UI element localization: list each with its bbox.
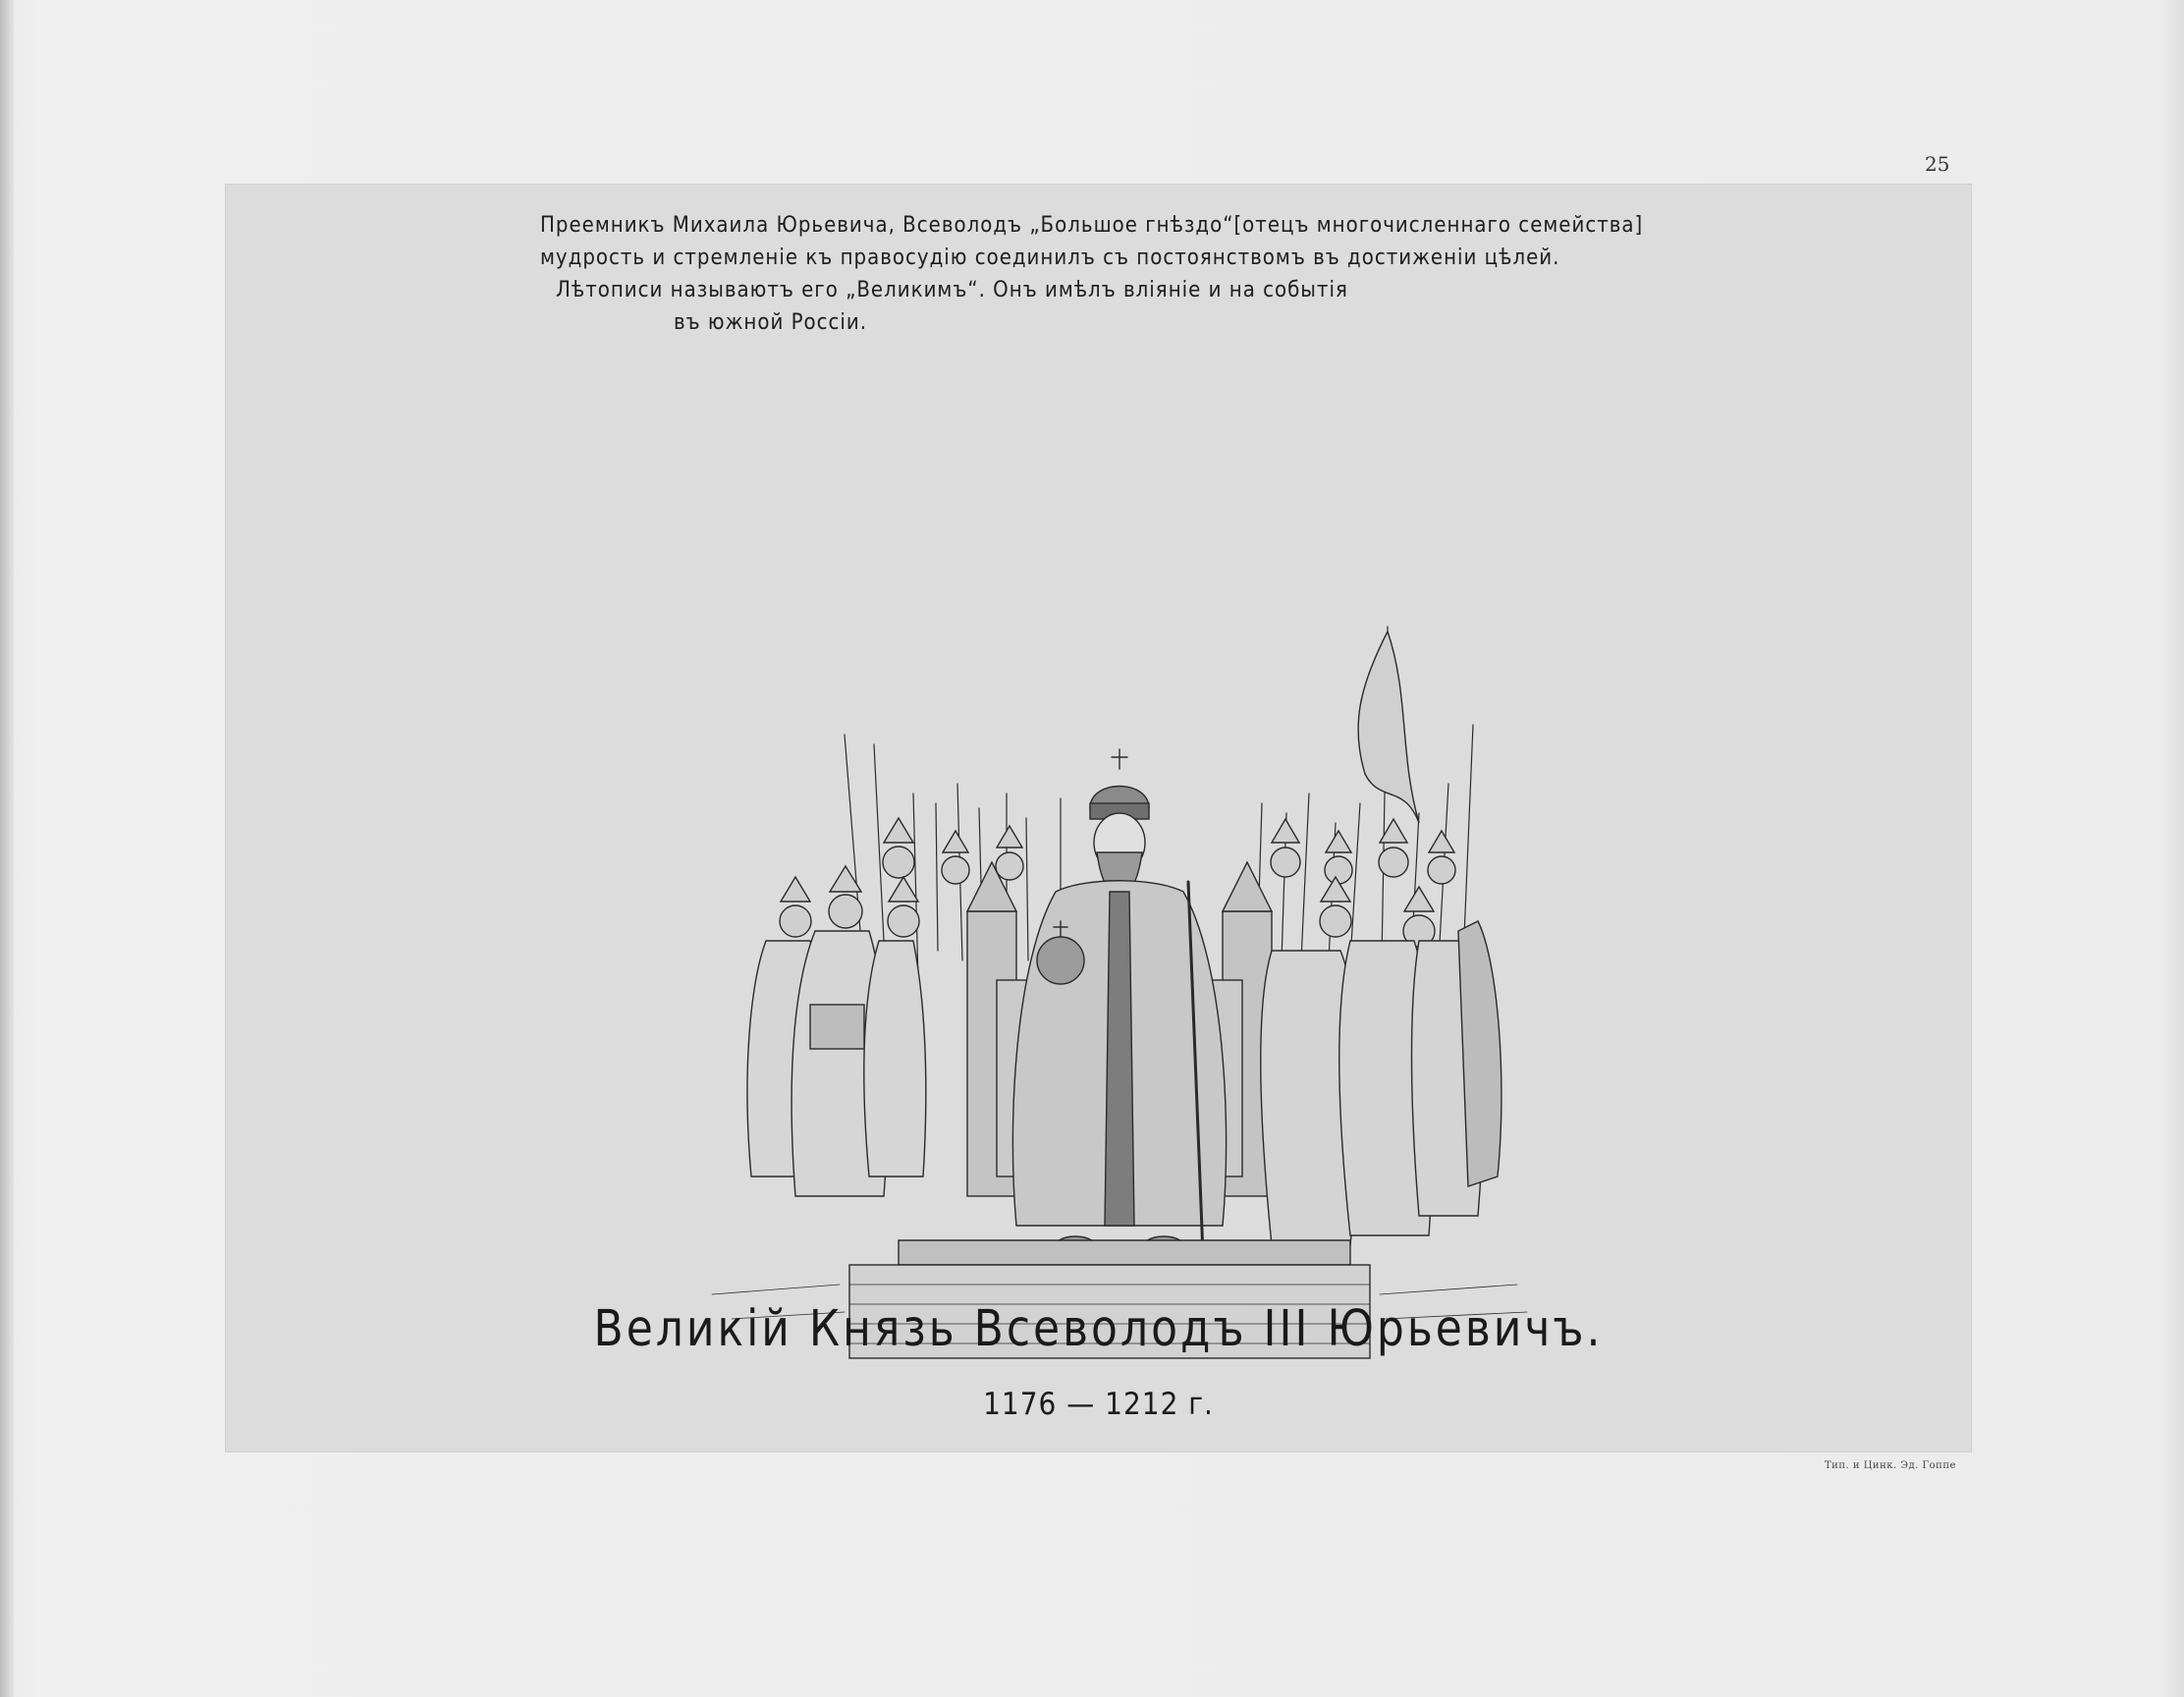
- plate-title: Великій Князь Всеволодъ III Юрьевичъ.: [593, 1300, 1604, 1358]
- engraving-grand-prince-on-throne: [673, 430, 1556, 1368]
- caption-line: мудрость и стремленіе къ правосудію соединилъ съ постоянствомъ въ достиженіи цѣлей.: [540, 246, 1560, 270]
- illustration-plate: [225, 184, 1972, 1452]
- page-fold-shadow: [0, 0, 14, 1697]
- banner: [1358, 631, 1419, 823]
- printer-imprint: Тип. и Цинк. Эд. Гоппе: [1825, 1460, 1956, 1471]
- caption-text: [540, 209, 1644, 339]
- caption-line: Лѣтописи называютъ его „Великимъ“. Онъ имѣлъ вліяніе и на событія: [556, 278, 1348, 302]
- page-number: 25: [1925, 152, 1950, 176]
- caption-line: въ южной Россіи.: [674, 310, 868, 335]
- right-figures: [1261, 921, 1502, 1245]
- grand-prince-figure: [1012, 749, 1226, 1264]
- reign-dates: 1176 — 1212 г.: [983, 1386, 1214, 1422]
- left-figures: [747, 931, 926, 1196]
- caption-line: Преемникъ Михаила Юрьевича, Всеволодъ „Большое гнѣздо“[отецъ многочисленнаго семейства]: [540, 213, 1644, 238]
